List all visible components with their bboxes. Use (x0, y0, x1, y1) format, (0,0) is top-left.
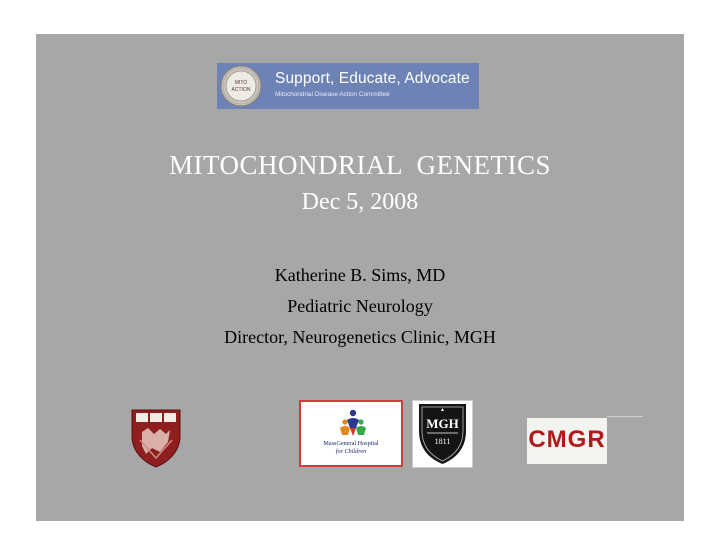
svg-text:ACTION: ACTION (231, 87, 251, 93)
mghc-line2: for Children (335, 447, 367, 455)
slide-date: Dec 5, 2008 (301, 189, 419, 215)
children-figures-icon (337, 408, 369, 438)
divider-line (607, 416, 643, 417)
banner-title: Support, Educate, Advocate (275, 70, 470, 87)
massgeneral-children-logo (299, 400, 403, 467)
harvard-shield-logo (130, 408, 182, 468)
slide-title: MITOCHONDRIAL GENETICS (169, 150, 551, 180)
mghc-line1: MassGeneral Hospital (323, 440, 379, 447)
banner-subtitle: Mitochondrial Disease Action Committee (275, 91, 390, 98)
mghc-text (301, 440, 401, 455)
mgh-year: 1811 (434, 437, 451, 446)
mitoaction-banner (217, 63, 479, 109)
mgh-logo (412, 400, 473, 468)
slide (36, 34, 684, 521)
svg-text:MITO: MITO (234, 80, 248, 86)
mgh-shield-icon (413, 401, 472, 467)
author-name: Katherine B. Sims, MD (274, 265, 446, 285)
mgh-name: MGH (426, 416, 459, 431)
cmgr-text: CMGR (528, 426, 606, 453)
cmgr-logo (527, 418, 607, 464)
author-department: Pediatric Neurology (287, 296, 433, 316)
author-role: Director, Neurogenetics Clinic, MGH (224, 327, 496, 347)
mitoaction-seal-icon (220, 65, 262, 107)
